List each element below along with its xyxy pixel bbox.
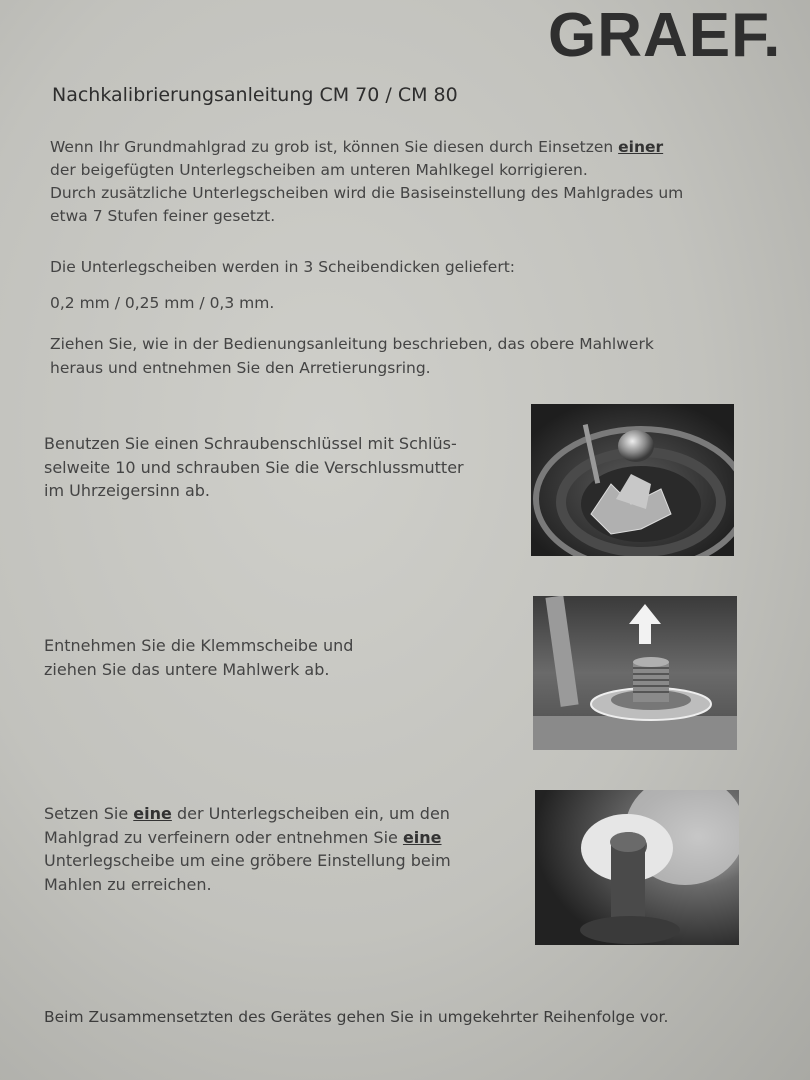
intro-line-4: etwa 7 Stufen feiner gesetzt. [50, 207, 276, 225]
page-title: Nachkalibrierungsanleitung CM 70 / CM 80 [52, 84, 458, 106]
thickness-values: 0,2 mm / 0,25 mm / 0,3 mm. [50, 294, 275, 312]
bolt-arrow-photo [533, 596, 737, 750]
emphasis-eine-1: eine [133, 804, 172, 823]
thickness-label: Die Unterlegscheiben werden in 3 Scheibendicken geliefert: [50, 258, 516, 276]
pull-line-2: heraus und entnehmen Sie den Arretierungsring. [50, 359, 431, 377]
footer-note: Beim Zusammensetzten des Gerätes gehen Sie in umgekehrter Reihenfolge vor. [44, 1008, 669, 1026]
step-1-line-3: im Uhrzeigersinn ab. [44, 481, 211, 500]
intro-line-1: Wenn Ihr Grundmahlgrad zu grob ist, können Sie diesen durch Einsetzen einer [50, 138, 664, 156]
intro-line-3: Durch zusätzliche Unterlegscheiben wird die Basiseinstellung des Mahlgrades um [50, 184, 684, 202]
step-1-line-1: Benutzen Sie einen Schraubenschlüssel mit Schlüs- [44, 434, 457, 453]
step-1-text [44, 432, 464, 503]
intro-paragraph [50, 136, 683, 228]
step-3-line-1: Setzen Sie eine der Unterlegscheiben ein, um den [44, 804, 450, 823]
pull-instructions [50, 332, 654, 380]
step-3-line-2: Mahlgrad zu verfeinern oder entnehmen Sie eine [44, 827, 442, 847]
step-2-line-1: Entnehmen Sie die Klemmscheibe und [44, 636, 354, 655]
washer-photo [535, 790, 739, 945]
emphasis-eine-2: eine [402, 827, 442, 847]
burr-nut-photo [531, 404, 734, 556]
graef-logo: GRAEF. [548, 1, 782, 70]
step-2-text [44, 634, 353, 681]
pull-line-1: Ziehen Sie, wie in der Bedienungsanleitung beschrieben, das obere Mahlwerk [50, 335, 654, 353]
step-2-line-2: ziehen Sie das untere Mahlwerk ab. [44, 659, 330, 679]
step-3-line-4: Mahlen zu erreichen. [44, 874, 212, 894]
intro-line-2: der beigefügten Unterlegscheiben am unteren Mahlkegel korrigieren. [50, 161, 588, 179]
step-3-text [44, 802, 451, 896]
step-3-line-3: Unterlegscheibe um eine gröbere Einstellung beim [44, 851, 451, 870]
step-1-line-2: selweite 10 und schrauben Sie die Verschlussmutter [44, 457, 464, 477]
emphasis-einer: einer [618, 138, 664, 156]
